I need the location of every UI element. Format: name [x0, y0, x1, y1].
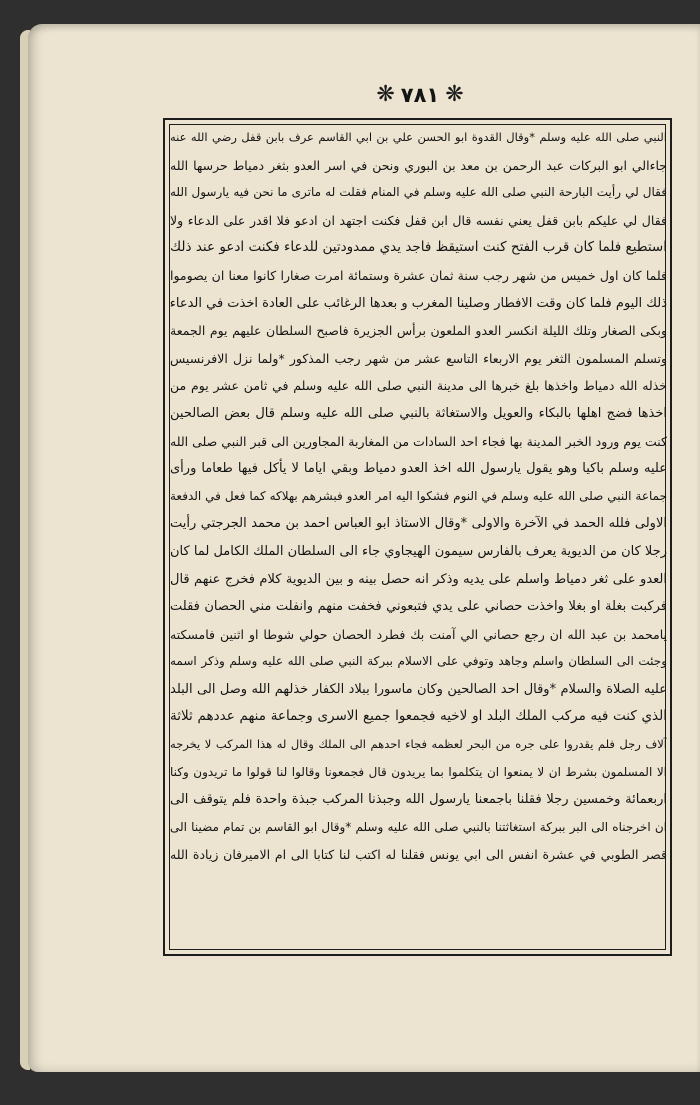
text-line: وجئت الى السلطان واسلم وجاهد وتوفي على الاسلام ببركة النبي صلى الله عليه وسلم وذكر اسمه — [170, 654, 667, 669]
text-line: آلاف رجل فلم يقدروا على جره من البحر لعظمه فجاء احدهم الى الملك وقال له هذا المركب لا يخرجه — [170, 737, 667, 752]
text-line: رجلا كان من الديوية يعرف بالفارس سيمون الهيجاوي جاء الى السلطان الملك الكامل لما كان — [170, 543, 667, 559]
text-line: الاولى فلله الحمد في الآخرة والاولى *وقال الاستاذ ابو العباس احمد بن محمد الجرجتي رأيت — [170, 516, 667, 532]
text-line: الذي كنت فيه مركب الملك البلد او لاخيه فجمعوا جميع الاسرى وجماعة منهم عددهم ثلاثة — [170, 708, 667, 725]
text-line: ذلك اليوم فلما كان وقت الافطار وصلينا المغرب و بعدها الرغائب على العادة اخذت في الدعاء — [170, 295, 667, 311]
page-number: ٧٨١ — [400, 83, 440, 107]
text-line: استطيع فلما كان قرب الفتح كنت استيقظ فاجد يدي ممدودتين للدعاء فكنت ادعو عند ذلك — [170, 239, 667, 256]
text-line: فقال لي رأيت البارحة النبي صلى الله عليه وسلم في المنام فقلت له ماترى ما نحن فيه يارسول الله — [170, 185, 667, 200]
text-line: عليه وسلم باكيا وهو يقول يارسول الله اخذ العدو دمياط وبقي اياما لا يأكل فيها طعاما ورأى — [170, 461, 667, 477]
text-line: فقال لي عليكم بابن قفل يعني نفسه قال ابن قفل فكنت اجتهد ان ادعو فلا اقدر على الدعاء ولا — [170, 212, 667, 228]
text-line: فركبت بغلة او بغلا واخذت حصاني على يدي فتبعوني فخفت منهم وانفلت مني الحصان فقلت — [170, 599, 667, 615]
text-line: خذله الله دمياط واخذها بلغ خبرها الى مدينة النبي صلى الله عليه وسلم في ثامن عشر يوم من — [170, 378, 667, 394]
text-line: الا المسلمون بشرط ان لا يمنعوا ان يتكلموا بما يريدون قال فجمعونا وقالوا لنا قولوا ما تريدون وكنا — [170, 764, 667, 779]
text-line: كنت يوم ورود الخبر المدينة بها فجاء احد السادات من المغاربة المجاورين الى قبر النبي صلى الله — [170, 433, 667, 449]
text-line: وبكى الصغار وتلك الليلة انكسر العدو الملعون برأس الجزيرة فاصبح السلطان عليهم يوم الجمعة — [170, 323, 667, 339]
text-line: قصر الطوبي في عشرة انفس الى ابي يونس فقلنا له اكتب لنا كتابا الى ام الاميرفان زيادة الله — [170, 847, 667, 863]
ornament-left-icon: ❋ — [376, 82, 395, 107]
text-line: العدو على ثغر دمياط واسلم على يديه وذكر انه حصل بينه و بين الديوية كلام فخرج عنهم قال — [170, 571, 667, 587]
text-line: يامحمد بن عبد الله ان رجع حصاني الي آمنت بك فطرد الحصان حولي شوطا او اثنين فامسكته — [170, 626, 667, 642]
page-header — [0, 83, 700, 107]
text-line: فلما كان اول خميس من شهر رجب سنة ثمان عشرة وستمائة امرت صغارا كانوا معنا ان يصوموا — [170, 267, 667, 283]
text-line: النبي صلى الله عليه وسلم *وقال القدوة ابو الحسن علي بن ابي القاسم عرف بابن قفل رضي الله عنه — [170, 130, 667, 144]
page-number-group — [376, 83, 463, 107]
text-line: جاءالي ابو البركات عبد الرحمن بن معد بن البوري ونحن في اسر العدو بثغر دمياط حرسها الله — [170, 157, 667, 173]
text-block — [170, 124, 667, 950]
text-line: اخذها فضج اهلها بالبكاء والعويل والاستغاثة بالنبي صلى الله عليه وسلم قال بعض الصالحين — [170, 405, 667, 421]
text-line: عليه الصلاة والسلام *وقال احد الصالحين وكان ماسورا ببلاد الكفار خذلهم الله وصل الى البلد — [170, 681, 667, 697]
text-line: ان اخرجناه الى البر ببركة استغاثتنا بالنبي صلى الله عليه وسلم *وقال ابو القاسم بن تمام مضينا الى — [170, 819, 667, 834]
text-line: اربعمائة وخمسين رجلا فقلنا باجمعنا يارسول الله وجبذنا المركب جبذة واحدة فلم يتوقف الى — [170, 792, 667, 808]
text-line: جماعة النبي صلى الله عليه وسلم في النوم فشكوا اليه امر العدو فبشرهم بهلاكه كما فعل في الدفعة — [170, 488, 667, 503]
text-line: وتسلم المسلمون الثغر يوم الاربعاء التاسع عشر من شهر رجب المذكور *ولما نزل الافرنسيس — [170, 350, 667, 366]
ornament-right-icon: ❋ — [445, 82, 464, 107]
